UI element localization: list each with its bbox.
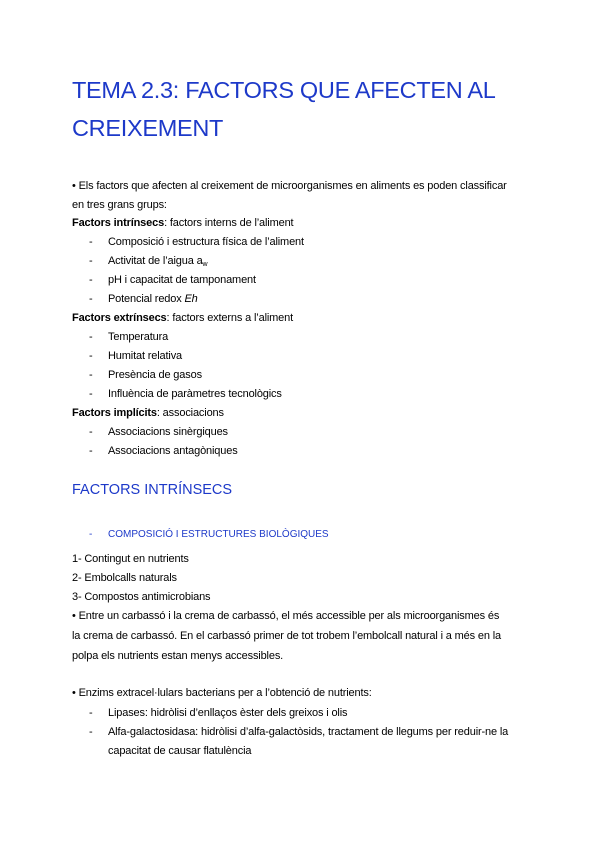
intro-line-1: • Els factors que afecten al creixement de microorganismes en aliments es poden classificar <box>72 180 507 192</box>
extrinsecs-desc: : factors externs a l’aliment <box>166 312 294 324</box>
list-item-continuation: capacitat de causar flatulència <box>108 745 252 757</box>
list-item: - Presència de gasos <box>89 369 202 381</box>
implicits-label: Factors implícits <box>72 407 157 419</box>
intro-line-2: en tres grans grups: <box>72 199 167 211</box>
extrinsecs-heading <box>72 309 293 328</box>
title-line-1: TEMA 2.3: FACTORS QUE AFECTEN AL <box>72 77 496 103</box>
list-item: - Composició i estructura física de l’aliment <box>89 236 304 248</box>
enzims-intro: • Enzims extracel·lulars bacterians per a l’obtenció de nutrients: <box>72 687 372 699</box>
title-line-2: CREIXEMENT <box>72 115 224 141</box>
implicits-desc: : associacions <box>156 407 224 419</box>
section-heading: FACTORS INTRÍNSECS <box>72 482 233 498</box>
numbered-item: 1- Contingut en nutrients <box>72 553 189 565</box>
paragraph-line: la crema de carbassó. En el carbassó primer de tot trobem l’embolcall natural i a més en la <box>72 630 501 642</box>
numbered-item: 3- Compostos antimicrobians <box>72 591 211 603</box>
page-title <box>72 71 552 147</box>
subsection-heading: - COMPOSICIÓ I ESTRUCTURES BIOLÒGIQUES <box>89 529 329 540</box>
intrinsecs-label: Factors intrínsecs <box>72 217 165 229</box>
list-item: - Lipases: hidròlisi d’enllaços èster dels greixos i olis <box>89 707 348 719</box>
paragraph-line: polpa els nutrients estan menys accessibles. <box>72 650 284 662</box>
intrinsecs-desc: : factors interns de l’aliment <box>164 217 294 229</box>
numbered-item: 2- Embolcalls naturals <box>72 572 177 584</box>
implicits-heading <box>72 404 224 423</box>
list-item: - Associacions sinèrgiques <box>89 426 228 438</box>
list-item: - Potencial redox Eh <box>89 293 198 305</box>
list-item: - Influència de paràmetres tecnològics <box>89 388 282 400</box>
list-item: - Temperatura <box>89 331 169 343</box>
extrinsecs-label: Factors extrínsecs <box>72 312 167 324</box>
list-item: - Alfa-galactosidasa: hidròlisi d’alfa-galactòsids, tractament de llegums per reduir-ne la <box>89 726 509 738</box>
intrinsecs-heading <box>72 214 293 233</box>
eh-italic: Eh <box>184 293 198 305</box>
list-item: - Associacions antagòniques <box>89 445 238 457</box>
list-item: - pH i capacitat de tamponament <box>89 274 256 286</box>
list-item: - Activitat de l’aigua $a_w$ <box>89 255 208 268</box>
paragraph-line: • Entre un carbassó i la crema de carbassó, el més accessible per als microorganismes és <box>72 610 500 622</box>
aw-subscript: w <box>202 261 208 268</box>
list-item: - Humitat relativa <box>89 350 183 362</box>
